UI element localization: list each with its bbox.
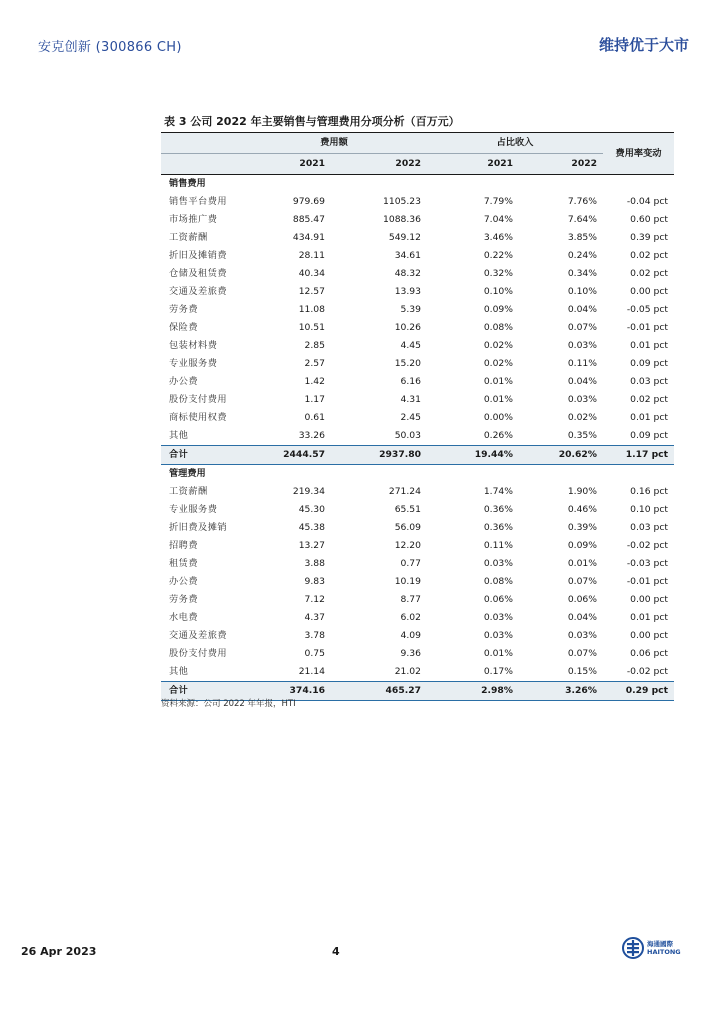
row-value: 13.93 xyxy=(394,286,421,297)
row-value: 0.00 pct xyxy=(630,630,668,641)
table-row xyxy=(161,483,674,501)
row-value: 0.01% xyxy=(567,558,597,569)
row-value: 219.34 xyxy=(292,486,325,497)
row-value: 6.16 xyxy=(400,376,421,387)
row-value: -0.01 pct xyxy=(626,576,668,587)
table-row xyxy=(161,627,674,645)
section-row xyxy=(161,465,674,484)
table-row xyxy=(161,519,674,537)
total-value: 19.44% xyxy=(427,446,519,465)
row-value: 0.17% xyxy=(483,666,513,677)
row-value: 65.51 xyxy=(394,504,421,515)
row-value: 0.01% xyxy=(483,376,513,387)
row-value: 434.91 xyxy=(292,232,325,243)
row-value: 1.74% xyxy=(483,486,513,497)
row-value: 7.79% xyxy=(483,196,513,207)
row-label: 工资薪酬 xyxy=(169,232,208,243)
company-header: 安克创新 (300866 CH) xyxy=(38,40,182,55)
row-value: 0.34% xyxy=(567,268,597,279)
row-label: 仓储及租赁费 xyxy=(169,268,228,279)
row-value: 2.57 xyxy=(304,358,325,369)
row-value: 0.39% xyxy=(567,522,597,533)
page-number: 4 xyxy=(332,945,340,958)
total-value: 2937.80 xyxy=(331,446,427,465)
total-value: 465.27 xyxy=(331,682,427,701)
row-value: 0.04% xyxy=(567,376,597,387)
row-label: 商标使用权费 xyxy=(169,412,228,423)
table-row xyxy=(161,645,674,663)
table-row xyxy=(161,229,674,247)
footer-date: 26 Apr 2023 xyxy=(21,945,97,958)
row-value: 885.47 xyxy=(292,214,325,225)
row-value: 56.09 xyxy=(394,522,421,533)
table-row xyxy=(161,501,674,519)
row-value: 0.00 pct xyxy=(630,594,668,605)
row-value: 0.06% xyxy=(483,594,513,605)
row-value: 0.03% xyxy=(483,558,513,569)
header-blank xyxy=(161,133,241,154)
row-value: 0.07% xyxy=(567,576,597,587)
row-value: 271.24 xyxy=(388,486,421,497)
row-value: 4.09 xyxy=(400,630,421,641)
table-row xyxy=(161,591,674,609)
table-row xyxy=(161,537,674,555)
row-value: 549.12 xyxy=(388,232,421,243)
row-value: 4.45 xyxy=(400,340,421,351)
row-label: 销售平台费用 xyxy=(169,196,228,207)
row-value: 0.09 pct xyxy=(630,358,668,369)
row-value: 0.02% xyxy=(483,358,513,369)
total-value: 2444.57 xyxy=(241,446,331,465)
row-value: 1.90% xyxy=(567,486,597,497)
row-value: 4.31 xyxy=(400,394,421,405)
row-label: 其他 xyxy=(169,666,189,677)
row-value: 7.04% xyxy=(483,214,513,225)
row-value: 0.01 pct xyxy=(630,412,668,423)
table-row xyxy=(161,573,674,591)
row-value: 3.78 xyxy=(304,630,325,641)
row-value: 10.26 xyxy=(394,322,421,333)
section-title: 管理费用 xyxy=(169,468,206,479)
total-row xyxy=(161,446,674,465)
row-value: 0.03% xyxy=(567,630,597,641)
header-change: 费用率变动 xyxy=(603,133,674,175)
row-label: 其他 xyxy=(169,430,189,441)
header-year: 2021 xyxy=(241,154,331,175)
row-value: -0.02 pct xyxy=(626,540,668,551)
row-value: 0.00 pct xyxy=(630,286,668,297)
row-value: 0.06% xyxy=(567,594,597,605)
table-body xyxy=(161,175,674,701)
row-value: 0.04% xyxy=(567,612,597,623)
row-value: 5.39 xyxy=(400,304,421,315)
row-value: 7.12 xyxy=(304,594,325,605)
table-row xyxy=(161,555,674,573)
haitong-logo-icon xyxy=(622,937,644,959)
row-value: 0.75 xyxy=(304,648,325,659)
row-value: 8.77 xyxy=(400,594,421,605)
row-value: 0.26% xyxy=(483,430,513,441)
total-label: 合计 xyxy=(161,446,241,465)
row-value: 10.19 xyxy=(394,576,421,587)
row-value: 0.02% xyxy=(567,412,597,423)
total-value: 374.16 xyxy=(241,682,331,701)
row-value: 34.61 xyxy=(394,250,421,261)
row-label: 专业服务费 xyxy=(169,358,218,369)
table-row xyxy=(161,409,674,427)
row-label: 专业服务费 xyxy=(169,504,218,515)
total-value: 0.29 pct xyxy=(603,682,674,701)
header-year: 2022 xyxy=(519,154,603,175)
row-label: 折旧及摊销费 xyxy=(169,250,228,261)
row-label: 保险费 xyxy=(169,322,199,333)
row-value: 50.03 xyxy=(394,430,421,441)
row-value: -0.04 pct xyxy=(626,196,668,207)
expense-table xyxy=(161,133,674,701)
row-label: 折旧费及摊销 xyxy=(169,522,228,533)
row-label: 工资薪酬 xyxy=(169,486,208,497)
row-value: 15.20 xyxy=(394,358,421,369)
row-value: 0.22% xyxy=(483,250,513,261)
row-value: -0.05 pct xyxy=(626,304,668,315)
row-value: 0.01 pct xyxy=(630,612,668,623)
row-value: 0.16 pct xyxy=(630,486,668,497)
row-value: 0.07% xyxy=(567,648,597,659)
row-value: 0.03 pct xyxy=(630,376,668,387)
row-value: 0.39 pct xyxy=(630,232,668,243)
row-value: 7.76% xyxy=(567,196,597,207)
row-value: 45.38 xyxy=(298,522,325,533)
row-value: 6.02 xyxy=(400,612,421,623)
row-value: 0.61 xyxy=(304,412,325,423)
haitong-logo xyxy=(622,937,681,959)
row-label: 办公费 xyxy=(169,576,199,587)
header-expense-group: 费用额 xyxy=(241,133,427,154)
row-value: 0.08% xyxy=(483,322,513,333)
row-value: 0.10% xyxy=(567,286,597,297)
row-value: 1.42 xyxy=(304,376,325,387)
row-value: 0.11% xyxy=(567,358,597,369)
row-value: 3.88 xyxy=(304,558,325,569)
row-label: 包装材料费 xyxy=(169,340,218,351)
header-year: 2021 xyxy=(427,154,519,175)
row-value: 0.46% xyxy=(567,504,597,515)
expense-table-block xyxy=(161,111,674,701)
table-row xyxy=(161,247,674,265)
row-value: 9.83 xyxy=(304,576,325,587)
row-value: 21.14 xyxy=(298,666,325,677)
row-value: 0.06 pct xyxy=(630,648,668,659)
total-value: 2.98% xyxy=(427,682,519,701)
row-value: 1088.36 xyxy=(383,214,421,225)
row-value: 0.08% xyxy=(483,576,513,587)
table-row xyxy=(161,373,674,391)
row-value: 21.02 xyxy=(394,666,421,677)
total-value: 20.62% xyxy=(519,446,603,465)
row-value: 0.02% xyxy=(483,340,513,351)
row-value: 0.09 pct xyxy=(630,430,668,441)
table-row xyxy=(161,265,674,283)
total-value: 3.26% xyxy=(519,682,603,701)
row-value: 0.03% xyxy=(483,612,513,623)
row-value: 2.85 xyxy=(304,340,325,351)
row-value: 0.10 pct xyxy=(630,504,668,515)
row-value: 45.30 xyxy=(298,504,325,515)
row-value: 0.09% xyxy=(567,540,597,551)
row-value: 10.51 xyxy=(298,322,325,333)
logo-cn-text: 海通國際 xyxy=(647,940,673,948)
section-row xyxy=(161,175,674,194)
row-value: 0.02 pct xyxy=(630,250,668,261)
row-value: 7.64% xyxy=(567,214,597,225)
row-value: 12.57 xyxy=(298,286,325,297)
table-row xyxy=(161,301,674,319)
row-value: 9.36 xyxy=(400,648,421,659)
header-blank-2 xyxy=(161,154,241,175)
row-label: 股份支付费用 xyxy=(169,648,228,659)
row-label: 劳务费 xyxy=(169,594,199,605)
row-label: 股份支付费用 xyxy=(169,394,228,405)
row-value: -0.03 pct xyxy=(626,558,668,569)
section-title: 销售费用 xyxy=(169,178,206,189)
total-label: 合计 xyxy=(161,682,241,701)
row-value: 0.36% xyxy=(483,504,513,515)
row-value: 0.00% xyxy=(483,412,513,423)
table-row xyxy=(161,609,674,627)
row-label: 租赁费 xyxy=(169,558,199,569)
row-label: 市场推广费 xyxy=(169,214,218,225)
header-ratio-group: 占比收入 xyxy=(427,133,603,154)
row-value: 0.02 pct xyxy=(630,268,668,279)
row-value: 0.04% xyxy=(567,304,597,315)
row-value: 13.27 xyxy=(298,540,325,551)
row-value: 28.11 xyxy=(298,250,325,261)
table-row xyxy=(161,427,674,446)
row-value: 0.24% xyxy=(567,250,597,261)
row-value: 4.37 xyxy=(304,612,325,623)
table-row xyxy=(161,663,674,682)
logo-en-text: HAITONG xyxy=(647,948,681,956)
row-value: 0.01 pct xyxy=(630,340,668,351)
header-year: 2022 xyxy=(331,154,427,175)
table-row xyxy=(161,337,674,355)
table-row xyxy=(161,355,674,373)
row-value: 0.01% xyxy=(483,648,513,659)
row-value: 33.26 xyxy=(298,430,325,441)
row-value: 3.46% xyxy=(483,232,513,243)
row-value: 0.60 pct xyxy=(630,214,668,225)
source-note: 资料来源：公司 2022 年年报，HTI xyxy=(161,699,296,709)
row-value: 0.11% xyxy=(483,540,513,551)
row-value: 0.03 pct xyxy=(630,522,668,533)
row-value: 48.32 xyxy=(394,268,421,279)
total-value: 1.17 pct xyxy=(603,446,674,465)
row-value: 3.85% xyxy=(567,232,597,243)
row-value: 40.34 xyxy=(298,268,325,279)
row-value: 0.03% xyxy=(483,630,513,641)
row-value: 0.35% xyxy=(567,430,597,441)
row-value: 0.03% xyxy=(567,394,597,405)
row-value: 0.09% xyxy=(483,304,513,315)
row-value: 11.08 xyxy=(298,304,325,315)
row-value: 1.17 xyxy=(304,394,325,405)
row-value: 0.15% xyxy=(567,666,597,677)
row-value: 0.36% xyxy=(483,522,513,533)
table-row xyxy=(161,193,674,211)
row-label: 招聘费 xyxy=(169,540,199,551)
rating-title: 维持优于大市 xyxy=(598,36,689,54)
row-label: 交通及差旅费 xyxy=(169,630,228,641)
row-value: -0.02 pct xyxy=(626,666,668,677)
row-value: 0.01% xyxy=(483,394,513,405)
row-value: 1105.23 xyxy=(383,196,421,207)
table-row xyxy=(161,283,674,301)
row-value: 0.02 pct xyxy=(630,394,668,405)
row-value: 12.20 xyxy=(394,540,421,551)
row-value: 0.10% xyxy=(483,286,513,297)
row-value: 979.69 xyxy=(292,196,325,207)
table-row xyxy=(161,211,674,229)
row-value: 0.03% xyxy=(567,340,597,351)
row-label: 交通及差旅费 xyxy=(169,286,228,297)
table-title: 表 3 公司 2022 年主要销售与管理费用分项分析（百万元） xyxy=(161,111,674,133)
row-value: 0.07% xyxy=(567,322,597,333)
table-row xyxy=(161,391,674,409)
table-row xyxy=(161,319,674,337)
row-label: 劳务费 xyxy=(169,304,199,315)
row-label: 水电费 xyxy=(169,612,199,623)
row-value: 0.77 xyxy=(400,558,421,569)
row-value: 2.45 xyxy=(400,412,421,423)
row-value: 0.32% xyxy=(483,268,513,279)
row-label: 办公费 xyxy=(169,376,199,387)
row-value: -0.01 pct xyxy=(626,322,668,333)
